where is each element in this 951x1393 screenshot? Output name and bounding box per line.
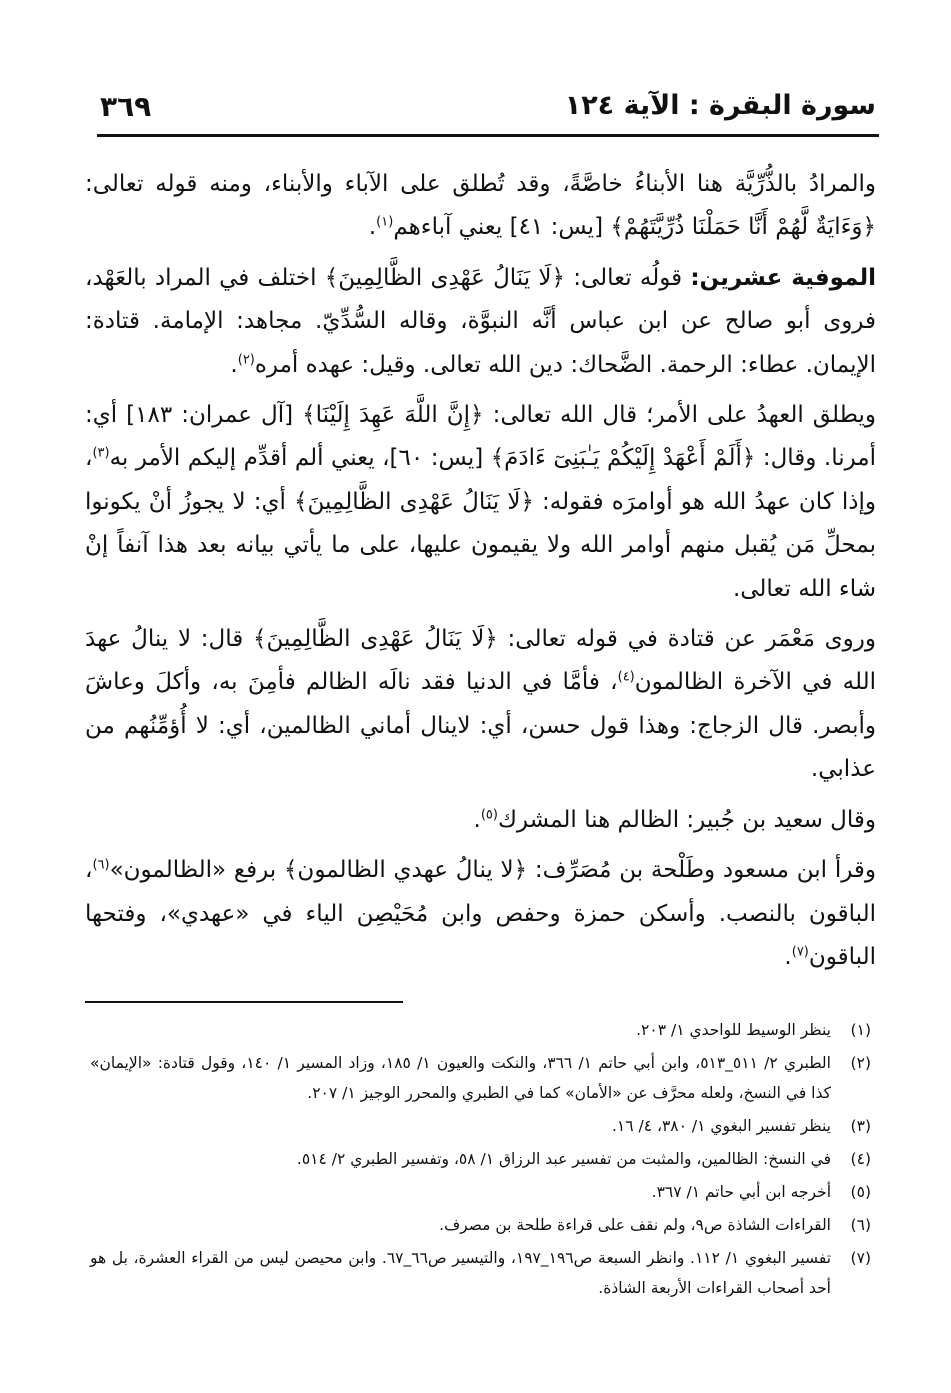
footnote-text: تفسير البغوي ١/ ١١٢. وانظر السبعة ص١٩٦_١٩٧، والتيسير ص٦٦_٦٧. وابن محيصن ليس من القراء العشرة، بل هو أحد أصحاب القراءات الأربعة الشاذة.: [90, 1249, 832, 1297]
paragraph: [85, 163, 876, 250]
footnote: [90, 1243, 871, 1303]
footnote-divider: [85, 1001, 403, 1003]
main-text: [85, 163, 876, 986]
page-header: [100, 82, 876, 132]
paragraph-text: وروى مَعْمَر عن قتادة في قوله تعالى: ﴿لَا يَنَالُ عَهْدِى الظَّالِمِينَ﴾ قال: لا ينالُ عهدَ الله في الآخرة الظالمون: [85, 626, 876, 696]
paragraph-text-end: ، وإذا كان عهدُ الله هو أوامرَه فقوله: ﴿لَا يَنَالُ عَهْدِى الظَّالِمِينَ﴾ أي: لا يجوزُ أنْ يكونوا بمحلِّ مَن يُقبل منهم أوامر الله ولا يقيمون عليها، على ما يأتي بيانه بعد هذا آنفاً إنْ شاء الله تعالى.: [85, 445, 876, 602]
footnote: [90, 1048, 871, 1108]
footnote-text: أخرجه ابن أبي حاتم ١/ ٣٦٧.: [651, 1183, 831, 1201]
running-title: سورة البقرة : الآية ١٢٤: [564, 90, 876, 121]
footnote-text: الطبري ٢/ ٥١١_٥١٣، وابن أبي حاتم ١/ ٣٦٦، والنكت والعيون ١/ ١٨٥، وزاد المسير ١/ ١٤٠، وقول قتادة: «الإيمان» كذا في النسخ، ولعله محرَّف عن «الأمان» كما في الطبري والمحرر الوجيز ١/ ٢٠٧.: [90, 1054, 831, 1102]
paragraph-text-end: .: [784, 943, 792, 970]
paragraph-text: ويطلق العهدُ على الأمر؛ قال الله تعالى: ﴿إِنَّ اللَّهَ عَهِدَ إِلَيْنَا﴾ [آل عمران: ١٨٣] أي: أمرنا. وقال: ﴿أَلَمْ أَعْهَدْ إِلَيْكُمْ يَـٰبَنِىٓ ءَادَمَ﴾ [يس: ٦٠]، يعني ألم أقدِّم إليكم الأمر به: [85, 402, 877, 472]
footnote-text: ينظر الوسيط للواحدي ١/ ٢٠٣.: [636, 1021, 831, 1039]
footnote-text: ينظر تفسير البغوي ١/ ٣٨٠، ٤/ ١٦.: [611, 1117, 831, 1135]
footnote-text: في النسخ: الظالمين، والمثبت من تفسير عبد الرزاق ١/ ٥٨، وتفسير الطبري ٢/ ٥١٤.: [296, 1150, 831, 1168]
footnote-number: (٥): [850, 1183, 871, 1201]
paragraph-text-end: ، فأمَّا في الدنيا فقد نالَه الظالم فأمِنَ به، وأكلَ وعاشَ وأبصر. قال الزجاج: وهذا قول حسن، أي: لاينال أماني الظالمين، أي: لا أُؤمِّنُهم من عذابي.: [85, 669, 876, 783]
paragraph-text: وقال سعيد بن جُبير: الظالم هنا المشرك: [497, 806, 876, 833]
paragraph: [85, 799, 876, 842]
paragraph-text: والمرادُ بالذُّرِّيَّة هنا الأبناءُ خاصَّةً، وقد تُطلق على الآباء والأبناء، ومنه قوله تعالى: ﴿وَءَايَةٌ لَّهُمْ أَنَّا حَمَلْنَا ذُرِّيَّتَهُمْ﴾ [يس: ٤١] يعني آباءهم: [85, 171, 876, 241]
page-number: ٣٦٩: [100, 90, 152, 123]
footnote-marker[interactable]: (٧): [791, 944, 809, 960]
paragraph-text: وقرأ ابن مسعود وطَلْحة بن مُصَرِّف: ﴿لا ينالُ عهدي الظالمون﴾ برفع «الظالمون»: [109, 857, 876, 884]
paragraph: [85, 394, 876, 611]
footnote-number: (١): [850, 1021, 871, 1039]
footnote-marker[interactable]: (٥): [480, 807, 498, 823]
paragraph: [85, 849, 876, 979]
footnote: [90, 1177, 871, 1207]
header-divider: [97, 134, 879, 137]
footnote-marker[interactable]: (٣): [92, 445, 110, 461]
footnote-number: (٦): [850, 1216, 871, 1234]
footnote-marker[interactable]: (٤): [617, 669, 635, 685]
section-lead: الموفية عشرين:: [690, 264, 876, 291]
paragraph-text-end: .: [230, 351, 238, 378]
paragraph: [85, 257, 876, 387]
paragraph-text: قولُه تعالى: ﴿لَا يَنَالُ عَهْدِى الظَّالِمِينَ﴾ اختلف في المراد بالعَهْد، فروى أبو صالح عن ابن عباس أنَّه النبوَّة، وقاله السُّدِّيّ. مجاهد: الإمامة. قتادة: الإيمان. عطاء: الرحمة. الضَّحاك: دين الله تعالى. وقيل: عهده أمره: [85, 264, 876, 378]
footnote-number: (٢): [850, 1054, 871, 1072]
paragraph: [85, 618, 876, 792]
footnotes: [90, 1015, 871, 1306]
footnote-number: (٧): [850, 1249, 871, 1267]
footnote: [90, 1111, 871, 1141]
footnote: [90, 1210, 871, 1240]
footnote-marker[interactable]: (٦): [92, 857, 110, 873]
footnote: [90, 1015, 871, 1045]
footnote-marker[interactable]: (١): [376, 214, 394, 230]
footnote-number: (٤): [850, 1150, 871, 1168]
paragraph-text-end: ، الباقون بالنصب. وأسكن حمزة وحفص وابن مُحَيْصِن الياء في «عهدي»، وفتحها الباقون: [85, 857, 876, 970]
footnote-number: (٣): [850, 1117, 871, 1135]
paragraph-text-end: .: [368, 214, 377, 241]
paragraph-text-end: .: [473, 806, 481, 833]
footnote: [90, 1144, 871, 1174]
footnote-text: القراءات الشاذة ص٩، ولم نقف على قراءة طلحة بن مصرف.: [439, 1216, 831, 1234]
footnote-marker[interactable]: (٢): [237, 351, 255, 367]
